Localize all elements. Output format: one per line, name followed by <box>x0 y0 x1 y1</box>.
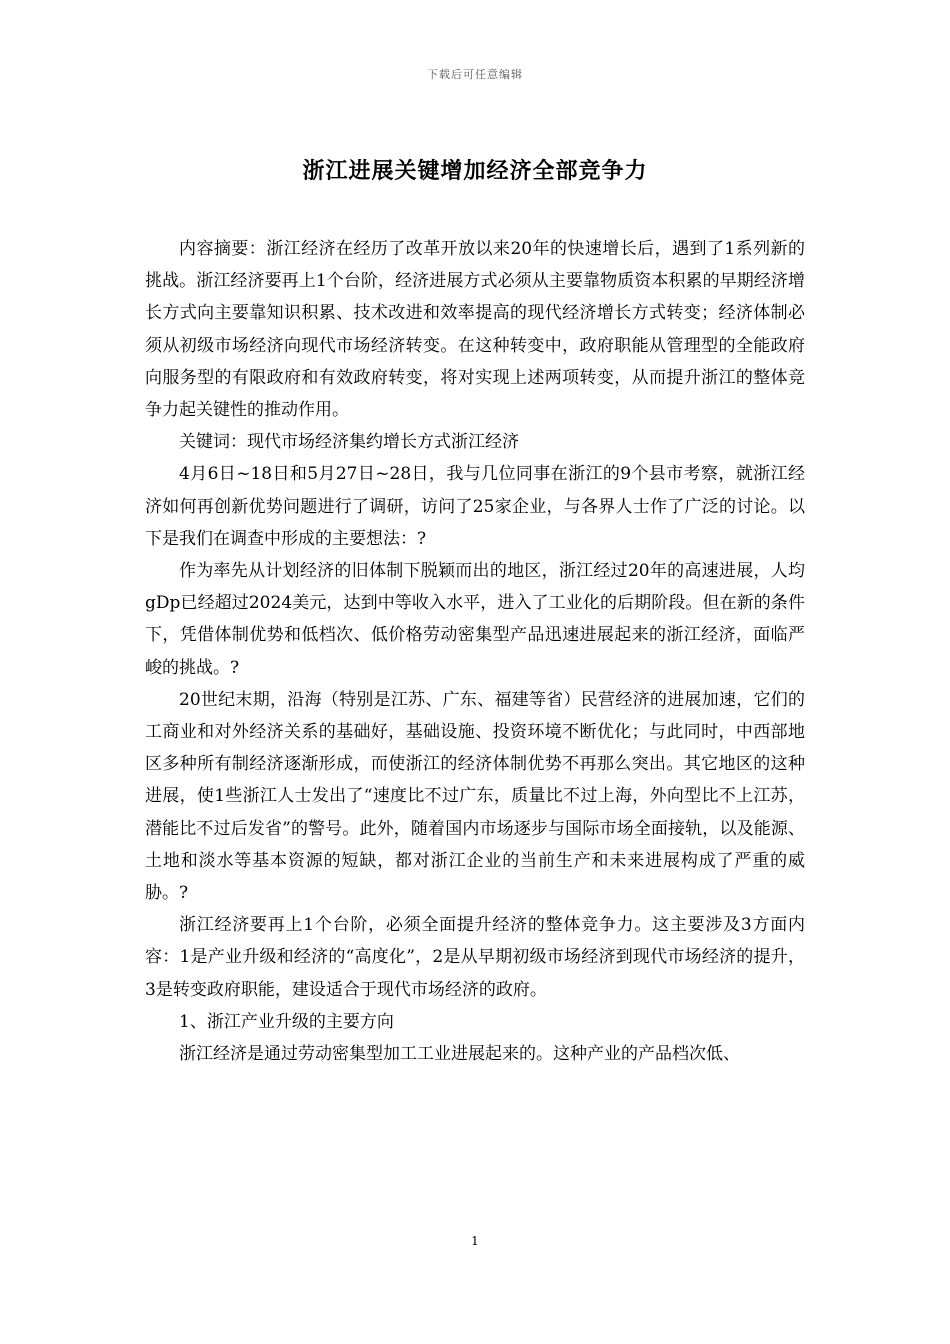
document-body <box>145 233 805 1070</box>
section-heading-industry-upgrade: 1、浙江产业升级的主要方向 <box>179 1011 394 1032</box>
page-header: 下载后可任意编辑 <box>427 68 523 81</box>
paragraph-industry: 浙江经济是通过劳动密集型加工工业进展起来的。这种产业的产品档次低、 <box>179 1044 740 1065</box>
document-title: 浙江进展关键增加经济全部竞争力 <box>302 159 648 184</box>
paragraph-competitiveness: 浙江经济要再上1个台阶，必须全面提升经济的整体竞争力。这主要涉及3方面内容：1是产业升级和经济的“高度化”，2是从早期初级市场经济到现代市场经济的提升，3是转变政府职能，建设适合于现代市场经济的政府。 <box>145 915 805 1000</box>
paragraph-challenges: 20世纪末期，沿海（特别是江苏、广东、福建等省）民营经济的进展加速，它们的工商业和对外经济关系的基础好，基础设施、投资环境不断优化；与此同时，中西部地区多种所有制经济逐渐形成，而使浙江的经济体制优势不再那么突出。其它地区的这种进展，使1些浙江人士发出了“速度比不过广东，质量比不过上海，外向型比不上江苏，潜能比不过后发省”的警号。此外，随着国内市场逐步与国际市场全面接轨，以及能源、土地和淡水等基本资源的短缺，都对浙江企业的当前生产和未来进展构成了严重的威胁。? <box>145 689 805 904</box>
paragraph-abstract: 内容摘要：浙江经济在经历了改革开放以来20年的快速增长后，遇到了1系列新的挑战。浙江经济要再上1个台阶，经济进展方式必须从主要靠物质资本积累的早期经济增长方式向主要靠知识积累、技术改进和效率提高的现代经济增长方式转变；经济体制必须从初级市场经济向现代市场经济转变。在这种转变中，政府职能从管理型的全能政府向服务型的有限政府和有效政府转变，将对实现上述两项转变，从而提升浙江的整体竞争力起关键性的推动作用。 <box>145 239 805 421</box>
paragraph-keywords: 关键词：现代市场经济集约增长方式浙江经济 <box>179 432 519 453</box>
paragraph-survey: 4月6日~18日和5月27日~28日，我与几位同事在浙江的9个县市考察，就浙江经济如何再创新优势问题进行了调研，访问了25家企业，与各界人士作了广泛的讨论。以下是我们在调查中形成的主要想法：? <box>145 464 805 549</box>
page-number: 1 <box>471 1234 479 1248</box>
paragraph-background: 作为率先从计划经济的旧体制下脱颖而出的地区，浙江经过20年的高速进展，人均gDp已经超过2024美元，达到中等收入水平，进入了工业化的后期阶段。但在新的条件下，凭借体制优势和低档次、低价格劳动密集型产品迅速进展起来的浙江经济，面临严峻的挑战。? <box>145 561 805 678</box>
